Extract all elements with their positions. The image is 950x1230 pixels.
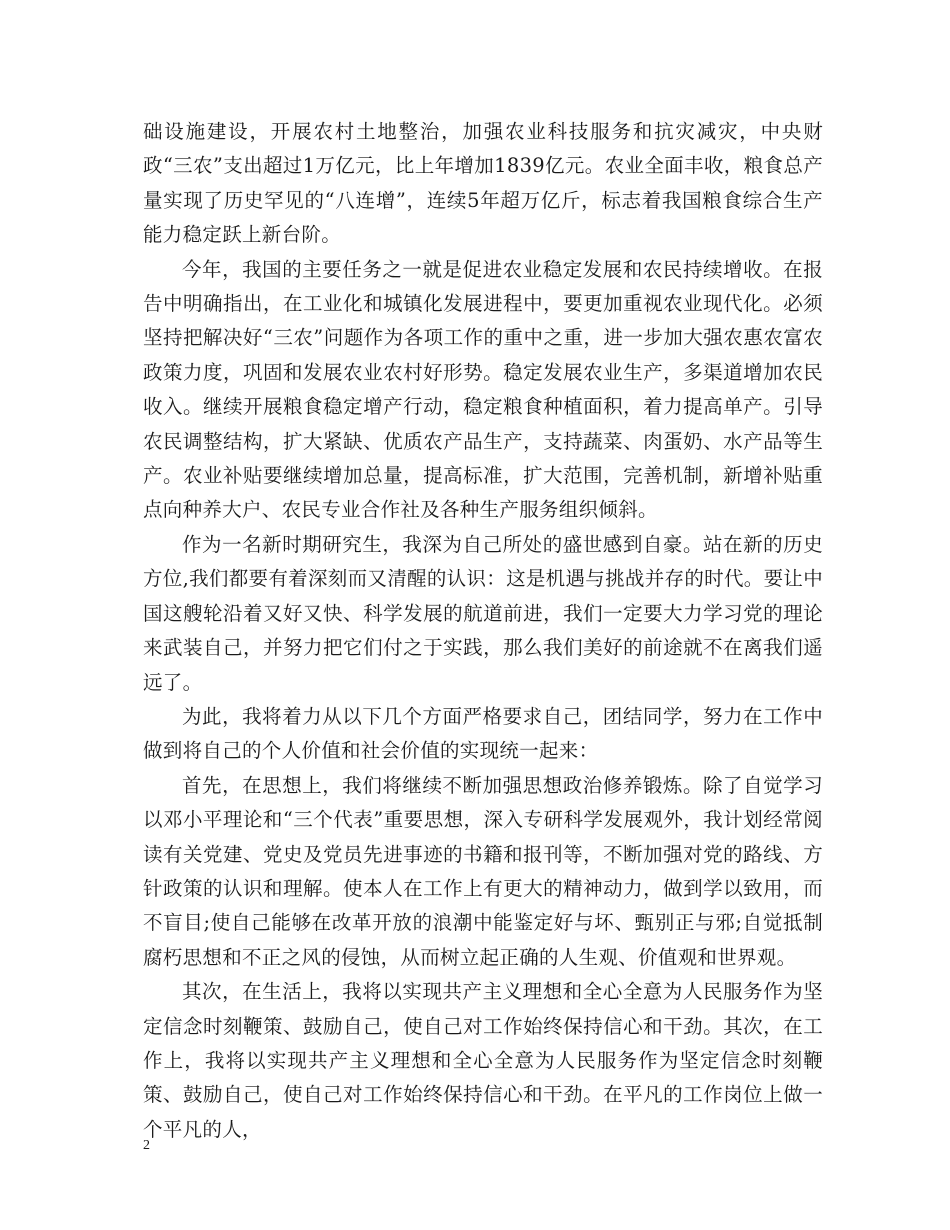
paragraph-self-requirements: 为此，我将着力从以下几个方面严格要求自己，团结同学，努力在工作中做到将自己的个人价值和社会价值的实现统一起来：	[143, 704, 823, 763]
paragraph-continuation: 础设施建设，开展农村土地整治，加强农业科技服务和抗灾减灾，中央财政“三农”支出超过1万亿元，比上年增加1839亿元。农业全面丰收，粮食总产量实现了历史罕见的“八连增”，连续5年超万亿斤，标志着我国粮食综合生产能力稳定跃上新台阶。	[143, 120, 823, 247]
document-body	[143, 115, 823, 1147]
paragraph-graduate-pride: 作为一名新时期研究生，我深为自己所处的盛世感到自豪。站在新的历史方位,我们都要有着深刻而又清醒的认识：这是机遇与挑战并存的时代。要让中国这艘轮沿着又好又快、科学发展的航道前进，我们一定要大力学习党的理论来武装自己，并努力把它们付之于实践，那么我们美好的前途就不在离我们遥远了。	[143, 532, 823, 694]
paragraph-ideology: 首先，在思想上，我们将继续不断加强思想政治修养锻炼。除了自觉学习以邓小平理论和“三个代表”重要思想，深入专研科学发展观外，我计划经常阅读有关党建、党史及党员先进事迹的书籍和报刊等，不断加强对党的路线、方针政策的认识和理解。使本人在工作上有更大的精神动力，做到学以致用，而不盲目;使自己能够在改革开放的浪潮中能鉴定好与坏、甄别正与邪;自觉抵制腐朽思想和不正之风的侵蚀，从而树立起正确的人生观、价值观和世界观。	[143, 773, 823, 969]
paragraph-life-work: 其次，在生活上，我将以实现共产主义理想和全心全意为人民服务作为坚定信念时刻鞭策、鼓励自己，使自己对工作始终保持信心和干劲。其次，在工作上，我将以实现共产主义理想和全心全意为人民服务作为坚定信念时刻鞭策、鼓励自己，使自己对工作始终保持信心和干劲。在平凡的工作岗位上做一个平凡的人，	[143, 980, 823, 1141]
paragraph-agriculture-tasks: 今年，我国的主要任务之一就是促进农业稳定发展和农民持续增收。在报告中明确指出，在工业化和城镇化发展进程中，要更加重视农业现代化。必须坚持把解决好“三农”问题作为各项工作的重中之重，进一步加大强农惠农富农政策力度，巩固和发展农业农村好形势。稳定发展农业生产，多渠道增加农民收入。继续开展粮食稳定增产行动，稳定粮食种植面积，着力提高单产。引导农民调整结构，扩大紧缺、优质农产品生产，支持蔬菜、肉蛋奶、水产品等生产。农业补贴要继续增加总量，提高标准，扩大范围，完善机制，新增补贴重点向种养大户、农民专业合作社及各种生产服务组织倾斜。	[143, 257, 823, 522]
page-number: 2	[143, 1138, 150, 1153]
